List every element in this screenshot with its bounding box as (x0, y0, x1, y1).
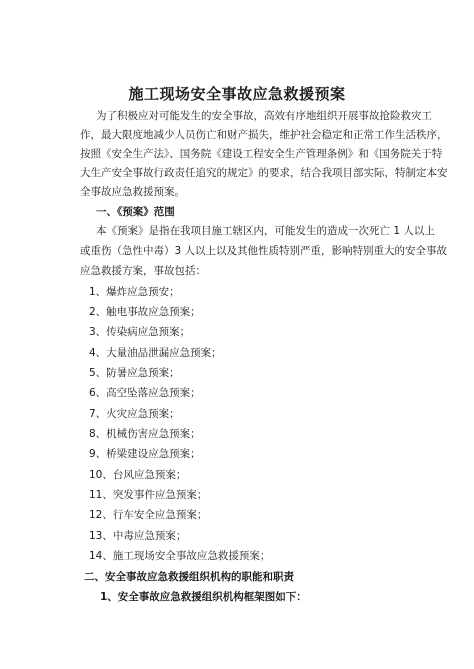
document-title: 施工现场安全事故应急救援预案 (128, 85, 346, 103)
intro-line: 按照《安全生产法》、国务院《建设工程安全生产管理条例》和《国务院关于特 (80, 148, 443, 160)
intro-line: 作，最大限度地减少人员伤亡和财产损失，维护社会稳定和正常工作生活秩序， (80, 129, 448, 141)
scope-line: 本《预案》是指在我项目施工辖区内，可能发生的造成一次死亡 1 人以上 (96, 225, 435, 237)
section-heading-organization: 二、安全事故应急救援组织机构的职能和职责 (84, 571, 294, 583)
scope-line: 应急救援方案，事故包括： (80, 265, 206, 277)
list-item: 2、触电事故应急预案； (89, 306, 201, 318)
intro-line: 大生产安全事故行政责任追究的规定》的要求，结合我项目部实际，特制定本安 (80, 167, 448, 179)
list-item: 11、突发事件应急预案； (89, 489, 208, 501)
list-item: 13、中毒应急预案； (89, 530, 187, 542)
list-item: 5、防暑应急预案； (89, 367, 180, 379)
list-item: 3、传染病应急预案； (89, 326, 191, 338)
list-item: 6、高空坠落应急预案； (89, 387, 201, 399)
list-item: 7、火灾应急预案； (89, 408, 180, 420)
list-item: 1、爆炸应急预安； (89, 286, 180, 298)
scope-line: 或重伤（急性中毒）3 人以上以及其他性质特别严重，影响特别重大的安全事故 (80, 245, 448, 257)
subsection-heading-framework: 1、安全事故应急救援组织机构框架图如下： (100, 591, 307, 603)
list-item: 14、施工现场安全事故应急救援预案； (89, 550, 271, 562)
intro-line: 为了积极应对可能发生的安全事故，高效有序地组织开展事故抢险救灾工 (96, 110, 432, 122)
intro-line: 全事故应急救援预案。 (80, 186, 185, 198)
list-item: 4、大量油品泄漏应急预案； (89, 347, 222, 359)
list-item: 10、台风应急预案； (89, 469, 187, 481)
list-item: 9、桥梁建设应急预案； (89, 448, 201, 460)
list-item: 12、行车安全应急预案； (89, 509, 208, 521)
section-heading-scope: 一、《预案》范围 (96, 206, 175, 218)
list-item: 8、机械伤害应急预案； (89, 428, 201, 440)
